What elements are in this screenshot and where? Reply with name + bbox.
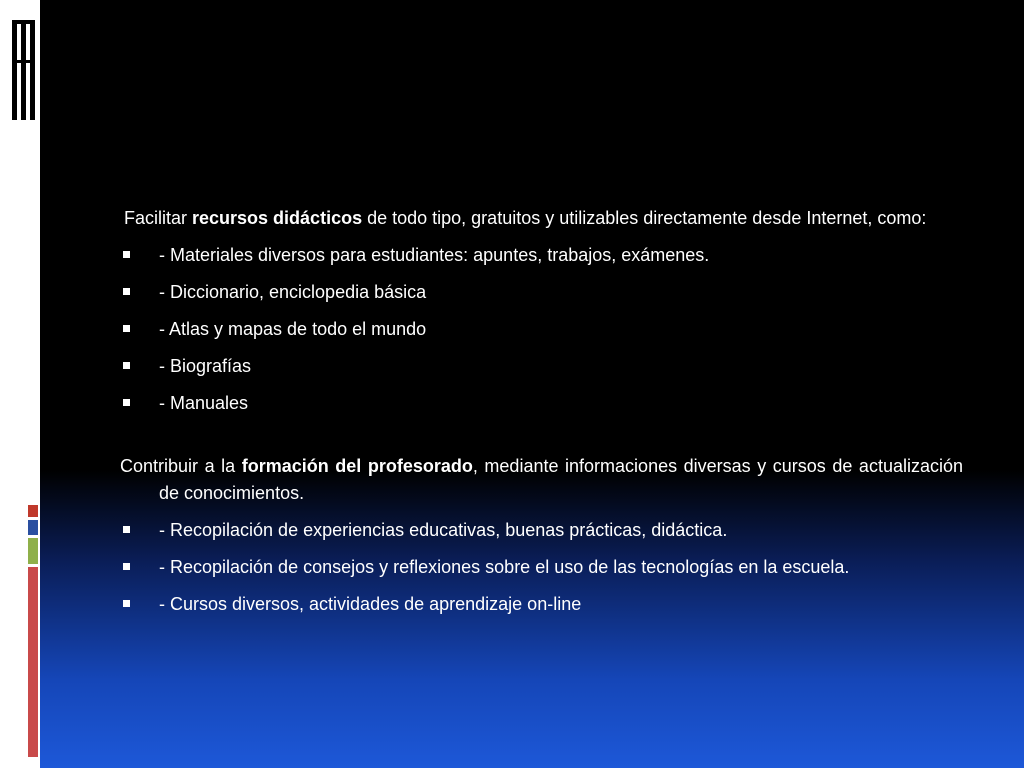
square-bullet-icon xyxy=(123,325,130,332)
square-bullet-icon xyxy=(123,600,130,607)
slide-content xyxy=(120,205,963,618)
list-item: - Atlas y mapas de todo el mundo xyxy=(120,316,963,343)
window-grid-icon xyxy=(0,0,40,140)
accent-bars xyxy=(28,505,38,760)
list-item: - Manuales xyxy=(120,390,963,417)
section1-bullet-list xyxy=(120,242,963,417)
list-item: - Materiales diversos para estudiantes: apuntes, trabajos, exámenes. xyxy=(120,242,963,269)
square-bullet-icon xyxy=(123,563,130,570)
left-decor-strip xyxy=(0,0,40,768)
list-item: - Biografías xyxy=(120,353,963,380)
section2-keyword: formación del profesorado xyxy=(241,456,473,476)
square-bullet-icon xyxy=(123,399,130,406)
section2-intro: Contribuir a la formación del profesorado, mediante informaciones diversas y cursos de actualización de conocimientos. xyxy=(120,456,963,503)
accent-bar-red xyxy=(28,505,38,517)
list-item: - Recopilación de experiencias educativas, buenas prácticas, didáctica. xyxy=(120,517,963,544)
accent-bar-blue xyxy=(28,520,38,535)
list-item: - Diccionario, enciclopedia básica xyxy=(120,279,963,306)
section1-intro: Facilitar recursos didácticos de todo tipo, gratuitos y utilizables directamente desde Internet, como: xyxy=(124,208,927,228)
square-bullet-icon xyxy=(123,362,130,369)
square-bullet-icon xyxy=(123,526,130,533)
square-bullet-icon xyxy=(123,251,130,258)
accent-bar-green xyxy=(28,538,38,564)
section2-bullet-list xyxy=(120,517,963,618)
square-bullet-icon xyxy=(123,288,130,295)
list-item: - Recopilación de consejos y reflexiones sobre el uso de las tecnologías en la escuela. xyxy=(120,554,963,581)
section-gap xyxy=(120,417,963,453)
accent-bar-long-red xyxy=(28,567,38,757)
list-item: - Cursos diversos, actividades de aprendizaje on-line xyxy=(120,591,963,618)
section1-keyword: recursos didácticos xyxy=(192,208,363,228)
